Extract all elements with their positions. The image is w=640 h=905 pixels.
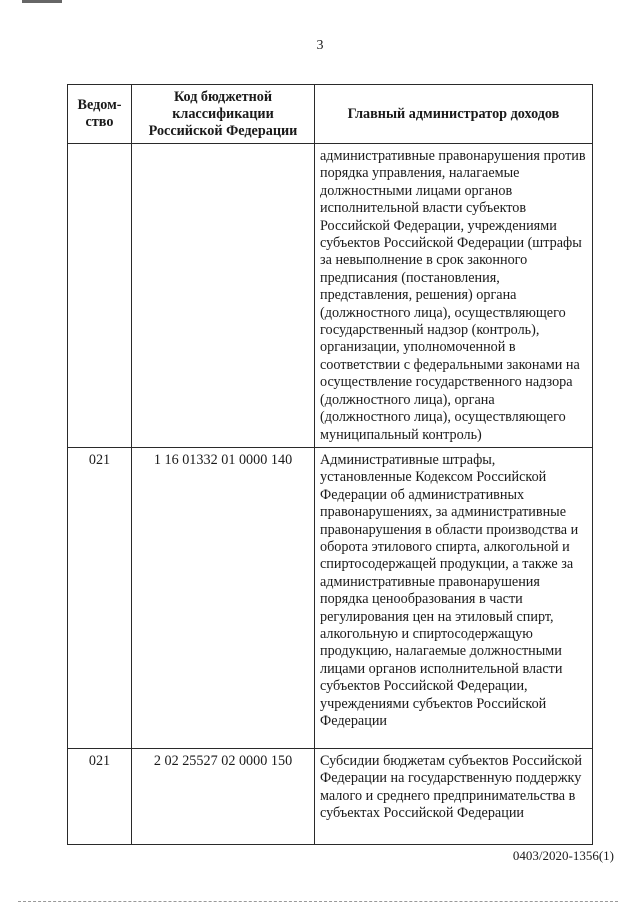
cell-department <box>68 144 132 448</box>
header-department: Ведом-ство <box>68 85 132 144</box>
cell-code <box>132 144 315 448</box>
cell-code: 2 02 25527 02 0000 150 <box>132 748 315 844</box>
document-registration-code: 0403/2020-1356(1) <box>512 848 614 863</box>
header-code: Код бюджетной классификации Российской Федерации <box>132 85 315 144</box>
scan-edge-mark <box>18 901 618 903</box>
header-row <box>68 85 593 144</box>
cell-department: 021 <box>68 447 132 748</box>
table-header <box>68 85 593 144</box>
table-row <box>68 447 593 748</box>
cell-code: 1 16 01332 01 0000 140 <box>132 447 315 748</box>
cell-description: Субсидии бюджетам субъектов Российской Федерации на государственную поддержку малого и среднего предпринимательства в субъектах Российской Федерации <box>315 748 593 844</box>
cell-department: 021 <box>68 748 132 844</box>
cell-description: административные правонарушения против порядка управления, налагаемые должностными лицами органов исполнительной власти субъектов Российской Федерации, учреждениями субъектов Российской Федерации (штрафы за невыполнение в срок законного предписания (постановления, представления, решения) органа (должностного лица), осуществляющего государственный надзор (контроль), организации, уполномоченной в соответствии с федеральными законами на осуществление государственного надзора (должностного лица), органа (должностного лица), осуществляющего муниципальный контроль) <box>315 144 593 448</box>
budget-revenue-table <box>67 84 593 845</box>
header-administrator: Главный администратор доходов <box>315 85 593 144</box>
scan-edge-mark <box>22 0 62 3</box>
page-number: 3 <box>316 38 324 53</box>
table-body <box>68 144 593 845</box>
table-row <box>68 144 593 448</box>
cell-description: Административные штрафы, установленные Кодексом Российской Федерации об административных правонарушениях, за административные правонарушения в области производства и оборота этилового спирта, алкогольной и спиртосодержащей продукции, а также за административные правонарушения порядка ценообразования в части регулирования цен на этиловый спирт, алкогольную и спиртосодержащую продукцию, налагаемые должностными лицами органов исполнительной власти субъектов Российской Федерации, учреждениями субъектов Российской Федерации <box>315 447 593 748</box>
table-row <box>68 748 593 844</box>
